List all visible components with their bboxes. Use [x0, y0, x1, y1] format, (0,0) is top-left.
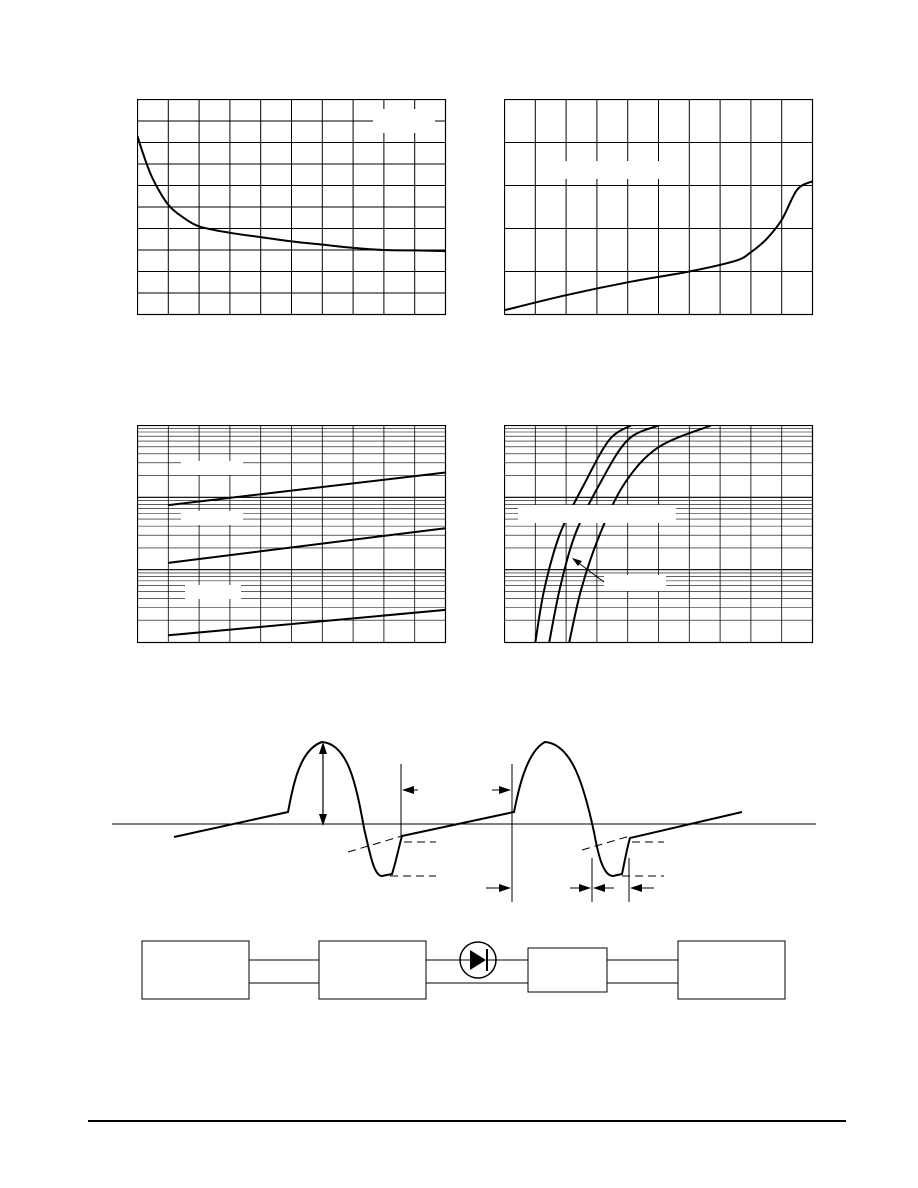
- chart4-grid: [504, 425, 812, 642]
- chart4-label-box-1: [518, 505, 676, 523]
- chart3-line-2: [168, 528, 445, 563]
- waveform-diagram: [0, 730, 918, 910]
- block-2: [319, 941, 426, 999]
- chart2-grid: [504, 99, 812, 314]
- chart4-curve-2: [549, 426, 658, 643]
- amplitude-arrow-up: [319, 742, 327, 754]
- chart3-label-box-1: [181, 461, 243, 475]
- dashed-reference-lines: [348, 836, 664, 876]
- diode-icon: [460, 942, 496, 978]
- decay-curve-chart: [137, 99, 447, 316]
- chart3-line-3: [168, 610, 445, 635]
- block-3: [528, 948, 607, 992]
- chart1-label-box: [373, 109, 435, 133]
- chart3-line-1: [168, 473, 445, 506]
- block-4: [678, 941, 785, 999]
- chart3-label-box-3: [185, 585, 241, 599]
- chart4-curve-1: [535, 426, 631, 643]
- block-1: [142, 941, 249, 999]
- block-diagram: [0, 930, 918, 1010]
- rising-curve-chart: [504, 99, 814, 316]
- log-lines-chart: [137, 425, 447, 644]
- chart4-label-box-2: [604, 575, 666, 591]
- timing-markers: [401, 764, 654, 902]
- chart2-label-box: [562, 161, 664, 179]
- timing-arrowheads: [402, 786, 642, 892]
- chart4-pointer-arrow: [576, 561, 604, 582]
- footer-rule: [88, 1120, 846, 1122]
- chart4-curves: [535, 426, 711, 643]
- log-curves-chart: [504, 425, 814, 644]
- waveform-trace: [174, 742, 742, 876]
- chart3-label-box-2: [181, 511, 243, 525]
